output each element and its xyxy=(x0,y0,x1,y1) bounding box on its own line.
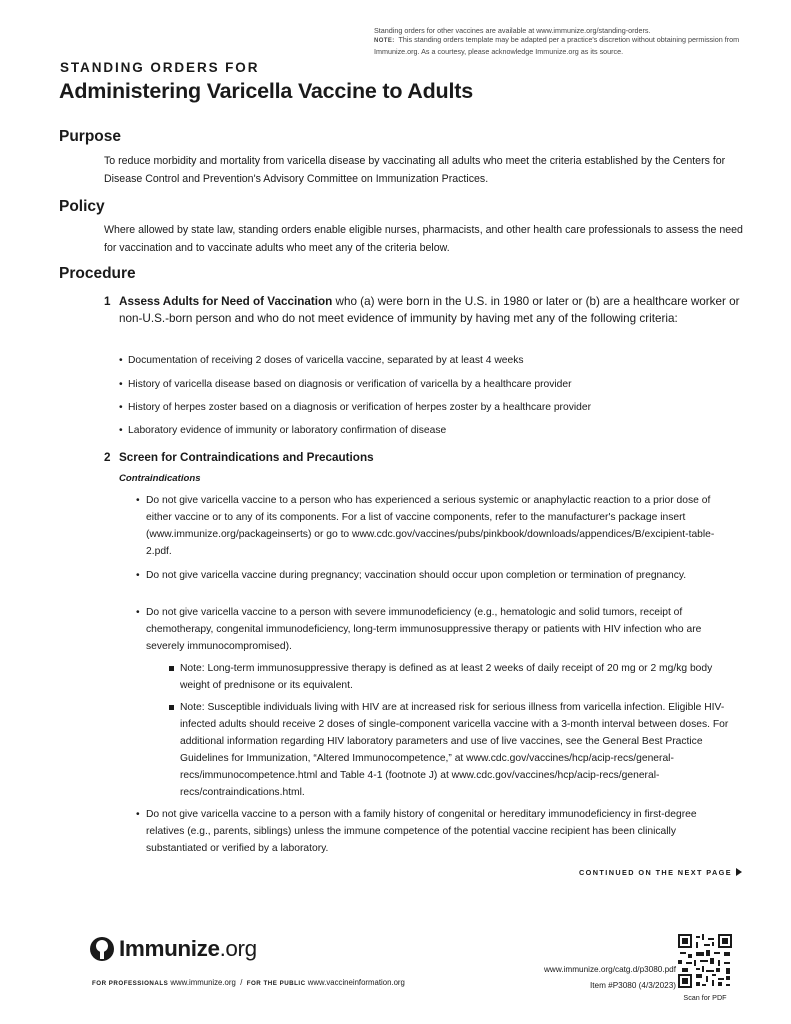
qr-caption: Scan for PDF xyxy=(683,993,727,1002)
step-2-lead: Screen for Contraindications and Precautions xyxy=(119,451,374,464)
logo-light: .org xyxy=(219,936,257,961)
step-2 xyxy=(104,449,744,466)
footer-separator: / xyxy=(240,978,243,987)
step-1-text: who (a) were born in the U.S. in 1980 or later or (b) are a healthcare worker or non-U.S.-born person and who do not meet evidence of immunity by having met any of the following criteria: xyxy=(119,295,740,326)
list-item: • Do not give varicella vaccine to a person who has experienced a serious systemic or anaphylactic reaction to a prior dose of either vaccine or to any of its components. For a list of vaccine components, refer to the manufacturer's package insert (www.immunize.org/packageinserts) or go to www.cdc.gov/vaccines/pubs/pinkbook/downloads/appendices/B/excipient-table-2.pdf. xyxy=(136,495,715,557)
square-bullet-icon xyxy=(169,666,174,671)
contraindications-subheading: Contraindications xyxy=(119,473,201,484)
purpose-heading: Purpose xyxy=(59,128,122,145)
list-item: • History of varicella disease based on diagnosis or verification of varicella by a healthcare provider xyxy=(119,379,572,390)
list-item: • Do not give varicella vaccine to a person with severe immunodeficiency (e.g., hematologic and solid tumors, receipt of chemotherapy, congenital immunodeficiency, long-term immunosuppressive therapy or patients with HIV infection who are severely immunocompromised). xyxy=(136,607,702,652)
list-item: • Do not give varicella vaccine during pregnancy; vaccination should occur upon completion or termination of pregnancy. xyxy=(136,570,687,581)
immunize-logo xyxy=(90,934,257,964)
footer-links xyxy=(92,978,405,987)
qr-code-icon[interactable] xyxy=(678,934,732,988)
step-1-lead: Assess Adults for Need of Vaccination xyxy=(119,295,333,308)
doc-kicker: STANDING ORDERS FOR xyxy=(60,60,260,75)
pro-url[interactable]: www.immunize.org xyxy=(170,978,236,987)
step-1 xyxy=(104,293,744,328)
pdf-url[interactable]: www.immunize.org/catg.d/p3080.pdf xyxy=(544,965,676,974)
list-item: • Do not give varicella vaccine to a person with a family history of congenital or hereditary immunodeficiency in first-degree relatives (e.g., parents, siblings) unless the immune competence of the potential vaccine recipient has been clinically substantiated or verified by a laboratory. xyxy=(136,809,697,854)
immunize-logo-icon xyxy=(90,937,114,961)
note-line-2 xyxy=(374,35,744,56)
logo-bold: Immunize xyxy=(119,936,220,961)
note-item: Note: Long-term immunosuppressive therapy is defined as at least 2 weeks of daily receipt of 20 mg or 2 mg/kg body weight of prednisone or its equivalent. xyxy=(169,660,737,694)
standing-orders-note xyxy=(374,26,744,56)
list-item: • Laboratory evidence of immunity or laboratory confirmation of disease xyxy=(119,425,447,436)
note-line-1: Standing orders for other vaccines are available at www.immunize.org/standing-orders. xyxy=(374,26,651,35)
procedure-heading: Procedure xyxy=(59,265,136,282)
policy-heading: Policy xyxy=(59,198,105,215)
note-label: NOTE: xyxy=(374,38,395,45)
square-bullet-icon xyxy=(169,705,174,710)
doc-title: Administering Varicella Vaccine to Adults xyxy=(59,79,473,103)
policy-text: Where allowed by state law, standing orders enable eligible nurses, pharmacists, and other health care professionals to assess the need for vaccination and to vaccinate adults who meet any of the criteria below. xyxy=(104,224,743,254)
footer-meta xyxy=(544,962,676,993)
note-item: Note: Susceptible individuals living with HIV are at increased risk for serious illness from varicella infection. Eligible HIV-infected adults should receive 2 doses of single-component varicella vaccine with a 3-month interval between doses. For additional information regarding HIV laboratory parameters and use of live vaccines, see the General Best Practice Guidelines for Immunization, “Altered Immunocompetence,” at www.cdc.gov/vaccines/hcp/acip-recs/general-recs/immunocompetence.html and Table 4-1 (footnote J) at www.cdc.gov/vaccines/hcp/acip-recs/general-recs/contraindications.html. xyxy=(169,699,737,801)
step-1-number: 1 xyxy=(104,295,111,308)
arrow-right-icon xyxy=(736,868,742,876)
list-item: • History of herpes zoster based on a diagnosis or verification of herpes zoster by a healthcare provider xyxy=(119,402,592,413)
public-url[interactable]: www.vaccineinformation.org xyxy=(307,978,405,987)
list-item: • Documentation of receiving 2 doses of varicella vaccine, separated by at least 4 weeks xyxy=(119,355,524,366)
purpose-text: To reduce morbidity and mortality from varicella disease by vaccinating all adults who meet the criteria established by the Centers for Disease Control and Prevention's Advisory Committee on Immunization Practices. xyxy=(104,155,726,185)
public-label: FOR THE PUBLIC xyxy=(246,980,306,987)
step-2-number: 2 xyxy=(104,451,111,464)
item-number: Item #P3080 (4/3/2023) xyxy=(589,980,676,990)
continued-label: CONTINUED ON THE NEXT PAGE xyxy=(579,868,742,877)
note-text: This standing orders template may be adapted per a practice's discretion without obtaining permission from Immunize.org. As a courtesy, please acknowledge Immunize.org as its source. xyxy=(374,35,740,56)
pro-label: FOR PROFESSIONALS xyxy=(92,980,169,987)
